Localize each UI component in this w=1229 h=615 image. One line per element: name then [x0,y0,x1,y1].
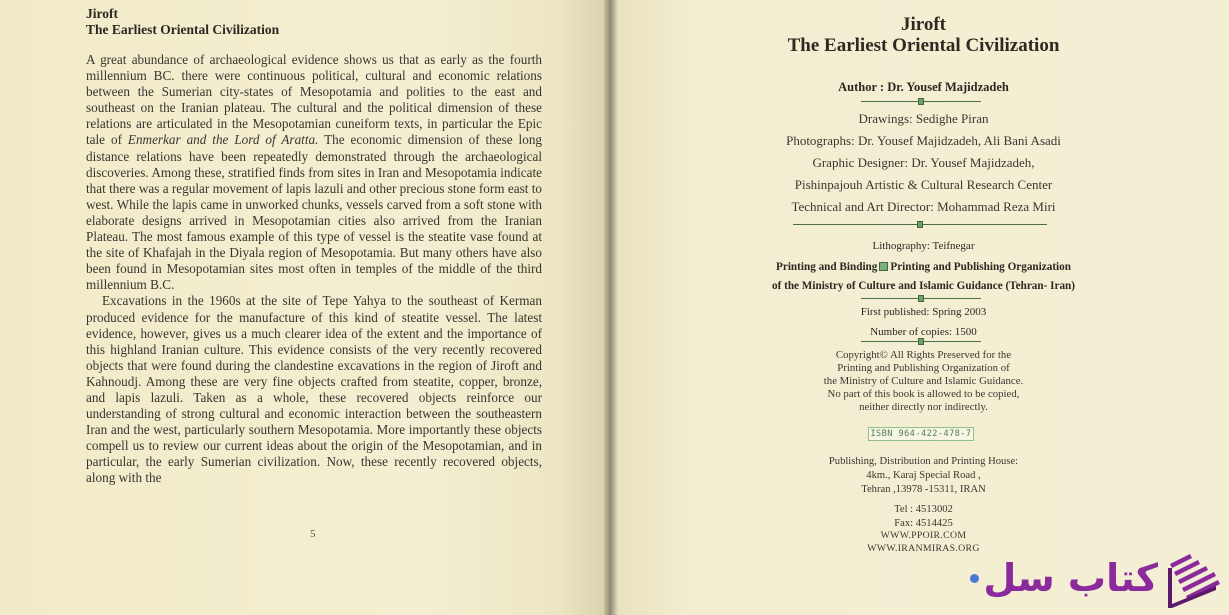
header-subtitle: The Earliest Oriental Civilization [86,22,280,37]
watermark-dot-icon [970,574,979,583]
credit-research-center: Pishinpajouh Artistic & Cultural Research Center [794,177,1053,192]
body-text [86,52,542,487]
paragraph-2: Excavations in the 1960s at the site of Tepe Yahya to the southeast of Kerman produced evidence for the manufacture of this kind of steatite vessel. The latest evidence, however, gives us a much clearer idea of the extent and the importance of this highland Iranian culture. This evidence consists of the very recently recovered objects that were found during the clandestine excavations in the region of Jiroft and Kahnoudj. Among these are very fine objects crafted from steatite, copper, bronze, and lapis lazuli. Taken as a whole, these recovered objects reinforce our understanding of strong cultural and economic interaction between the southeastern Iran and the west, particularly southern Mesopotamia. More importantly these objects compell us to review our current ideas about the origin of the Mesopotamian, and in particular, the early Sumerian civilization. Now, these recently recovered objects, along with the [86,293,542,486]
credit-director: Technical and Art Director: Mohammad Reza Miri [791,199,1056,214]
isbn-label: ISBN 964-422-478-7 [868,427,974,441]
header-title: Jiroft [86,6,118,21]
telephone: Tel : 4513002 [894,504,953,515]
divider-rule [861,298,981,299]
author-line: Author : Dr. Yousef Majidzadeh [838,80,1009,94]
credit-photographs: Photographs: Dr. Yousef Majidzadeh, Ali Bani Asadi [786,133,1061,148]
ministry-line: of the Ministry of Culture and Islamic Guidance (Tehran- Iran) [771,280,1075,292]
running-header [86,6,279,38]
copyright-notice: Copyright© All Rights Preserved for the Printing and Publishing Organization of the Ministry of Culture and Islamic Guidance. No part of this book is allowed to be copied, neither directly nor indirectly. [823,349,1024,413]
title-line-2: The Earliest Oriental Civilization [787,35,1060,56]
divider-ornament-icon [918,295,924,302]
credit-graphic-designer: Graphic Designer: Dr. Yousef Majidzadeh, [812,155,1035,170]
book-gutter [604,0,618,615]
website-link[interactable]: WWW.PPOIR.COM [880,530,967,541]
publishing-house: Publishing, Distribution and Printing House: 4km., Karaj Special Road , Tehran ,13978 -15311, IRAN Tel : 4513002 Fax: 4514425 [618,455,1229,531]
credits-list [618,108,1229,218]
lithography-line: Lithography: Teifnegar [872,240,975,252]
divider-rule [861,341,981,342]
title-line-1: Jiroft [900,14,947,35]
page-number: 5 [310,528,316,540]
divider-rule [861,101,981,102]
number-of-copies: Number of copies: 1500 [870,326,977,338]
divider-rule [793,224,1047,225]
paragraph-1: A great abundance of archaeological evidence shows us that as early as the fourth millennium BC. there were continuous political, cultural and economic relations between the Sumerian city-states of Mesopotamia and polities to the east and southeast on the Iranian plateau. The cultural and the political dimension of these relations are articulated in the Mesopotamian cuneiform texts, in particular the Epic tale of Enmerkar and the Lord of Aratta. The economic dimension of these long distance relations have been repeatedly demonstrated through the archaeological discoveries. Among these, stratified finds from sites in Iran and Mesopotamia indicate that there was a regular movement of lapis lazuli and other precious stone form east to west. While the lapis came in unworked chunks, vessels carved from a soft stone with elaborate designs arrived in Mesopotamian cities also arrived from the Iranian Plateau. The most famous example of this type of vessel is the steatite vase found at the site of Khafajah in the Diyala region of Mesopotamia. But many others have also been found in Mesopotamian sites most often in temples of the middle of the third millennium B.C. [86,52,543,293]
fax: Fax: 4514425 [894,518,953,529]
divider-ornament-icon [917,221,923,228]
ornament-icon [879,262,888,271]
credit-drawings: Drawings: Sedighe Piran [858,111,989,126]
first-published: First published: Spring 2003 [860,306,987,318]
epic-title: Enmerkar and the Lord of Aratta. [127,132,319,148]
book-stack-icon [1164,550,1222,610]
website-link[interactable]: WWW.IRANMIRAS.ORG [867,543,980,554]
watermark-text: کتاب سل [983,556,1158,600]
divider-ornament-icon [918,338,924,345]
printing-organization: Printing and Binding Printing and Publishing Organization of the Ministry of Culture and Islamic Guidance (Tehran- Iran) [618,258,1229,296]
watermark [968,548,1226,612]
divider-ornament-icon [918,98,924,105]
book-title [618,14,1229,56]
